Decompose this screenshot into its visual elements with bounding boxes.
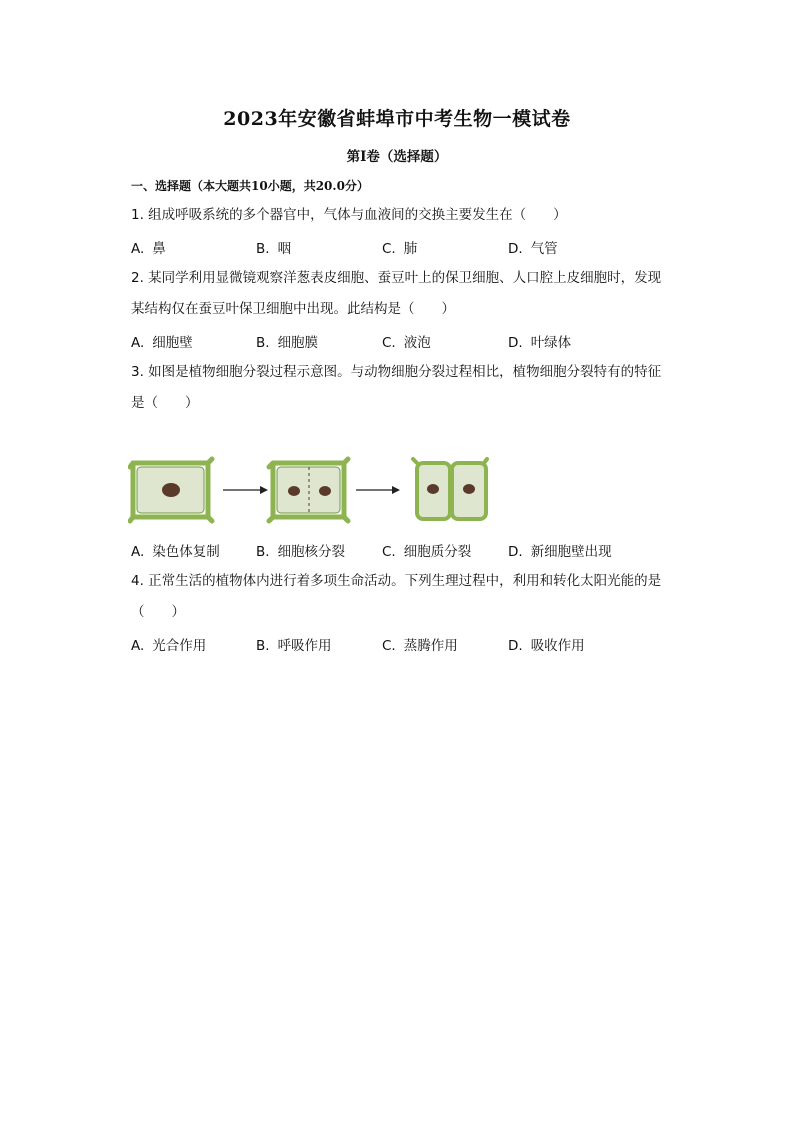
question-2-options bbox=[131, 331, 691, 351]
question-2-text-line-1: 2. 某同学利用显微镜观察洋葱表皮细胞、蚕豆叶上的保卫细胞、人口腔上皮细胞时，发现 bbox=[131, 270, 662, 286]
option-d[interactable]: D. 吸收作用 bbox=[508, 638, 585, 654]
option-a[interactable]: A. 染色体复制 bbox=[131, 544, 220, 560]
option-b[interactable]: B. 细胞核分裂 bbox=[256, 544, 346, 560]
cell-division-figure bbox=[128, 455, 498, 525]
option-b[interactable]: B. 细胞膜 bbox=[256, 335, 319, 351]
arrow-1 bbox=[223, 486, 268, 494]
cell-stage-3 bbox=[413, 459, 487, 519]
part-heading: 第Ⅰ卷（选择题） bbox=[346, 149, 448, 165]
option-d[interactable]: D. 新细胞壁出现 bbox=[508, 544, 612, 560]
question-3-options bbox=[131, 540, 691, 560]
cell-stage-2 bbox=[269, 459, 348, 521]
option-b[interactable]: B. 呼吸作用 bbox=[256, 638, 332, 654]
question-2-text-line-2: 某结构仅在蚕豆叶保卫细胞中出现。此结构是（ ） bbox=[131, 301, 455, 317]
option-c[interactable]: C. 液泡 bbox=[382, 335, 431, 351]
option-d[interactable]: D. 叶绿体 bbox=[508, 335, 572, 351]
section-heading: 一、选择题（本大题共10小题，共20.0分） bbox=[131, 179, 369, 193]
option-c[interactable]: C. 细胞质分裂 bbox=[382, 544, 472, 560]
question-4-text-line-2: （ ） bbox=[131, 604, 185, 620]
arrow-2 bbox=[356, 486, 400, 494]
option-b[interactable]: B. 咽 bbox=[256, 241, 292, 257]
question-4-options bbox=[131, 634, 691, 654]
exam-title: 2023年安徽省蚌埠市中考生物一模试卷 bbox=[223, 108, 571, 130]
question-4-text-line-1: 4. 正常生活的植物体内进行着多项生命活动。下列生理过程中，利用和转化太阳光能的是 bbox=[131, 573, 662, 589]
option-c[interactable]: C. 肺 bbox=[382, 241, 418, 257]
option-c[interactable]: C. 蒸腾作用 bbox=[382, 638, 458, 654]
question-3-text-line-1: 3. 如图是植物细胞分裂过程示意图。与动物细胞分裂过程相比，植物细胞分裂特有的特征 bbox=[131, 364, 662, 380]
option-a[interactable]: A. 鼻 bbox=[131, 241, 166, 257]
option-d[interactable]: D. 气管 bbox=[508, 241, 558, 257]
cell-stage-1 bbox=[130, 459, 212, 521]
question-1-text: 1. 组成呼吸系统的多个器官中，气体与血液间的交换主要发生在（ ） bbox=[131, 207, 567, 223]
question-3-text-line-2: 是（ ） bbox=[131, 395, 199, 411]
option-a[interactable]: A. 光合作用 bbox=[131, 638, 207, 654]
option-a[interactable]: A. 细胞壁 bbox=[131, 335, 193, 351]
question-1-options bbox=[131, 237, 691, 257]
